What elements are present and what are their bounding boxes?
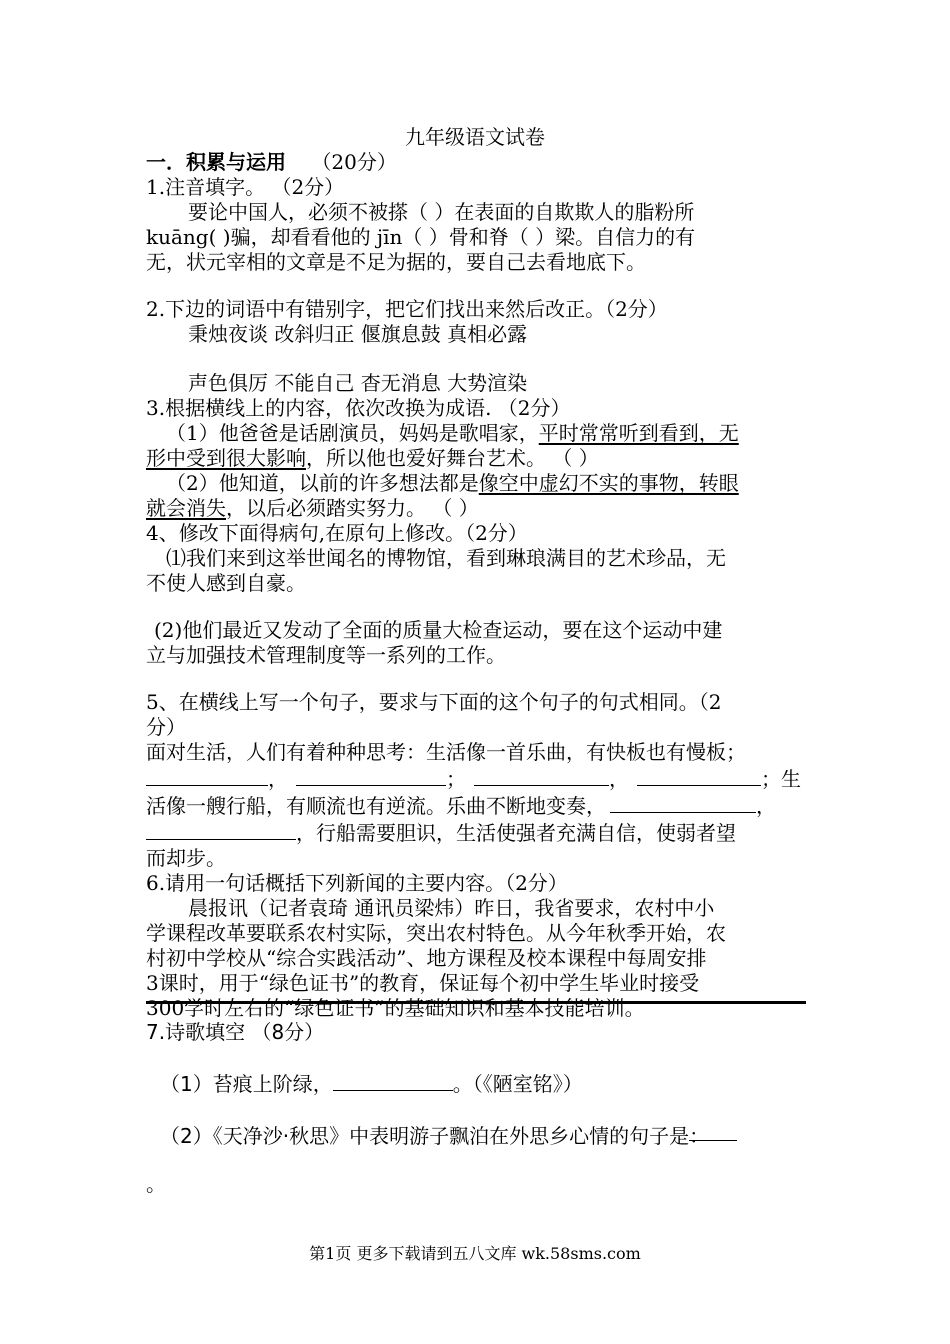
q4-item-1-line-1: ⑴我们来到这举世闻名的博物馆，看到琳琅满目的艺术珍品，无	[166, 546, 726, 570]
q7-item-1-blank[interactable]	[333, 1070, 453, 1091]
q5-blank-1[interactable]	[146, 765, 268, 786]
part-one	[146, 150, 806, 1021]
q6-line-2: 学课程改革要联系农村实际，突出农村特色。从今年秋季开始，农	[146, 921, 726, 945]
q4-label: 4、修改下面得病句,在原句上修改。（2分）	[146, 521, 528, 545]
q3-item-1-answer-blank[interactable]: ，所以他也爱好舞台艺术。 （ ）	[306, 446, 599, 470]
q3-item-2-answer-blank[interactable]: ，以后必须踏实努力。 （ ）	[226, 496, 479, 520]
q7-item-2-colon: ：	[689, 1124, 710, 1148]
q5-line-4	[146, 819, 806, 846]
q6-line-1: 晨报讯（记者袁琦 通讯员梁炜）昨日，我省要求，农村中小	[188, 896, 715, 920]
q3-item-2-line-2	[146, 496, 806, 521]
page-title: 九年级语文试卷	[405, 125, 545, 149]
section-score: （20分）	[311, 150, 397, 174]
q5-line-3-text: 活像一艘行船，有顺流也有逆流。乐曲不断地变奏，	[146, 794, 606, 818]
q5-line-2	[146, 765, 806, 792]
q6-line-4: 3课时，用于“绿色证书”的教育，保证每个初中学生毕业时接受	[146, 971, 700, 995]
q7-item-2	[160, 1120, 737, 1149]
q3-item-2-text: （2）他知道，以前的许多想法都是	[166, 471, 479, 495]
q5-blank-2[interactable]	[296, 765, 446, 786]
q3-item-2-underlined: 像空中虚幻不实的事物，转眼	[478, 471, 739, 495]
q6-line-5: 300学时左右的“绿色证书”的基础知识和基本技能培训。	[146, 996, 645, 1020]
answer-area-divider	[146, 1001, 806, 1004]
q5-blank-6[interactable]	[146, 819, 296, 840]
q3-item-1-underlined: 平时常常听到看到，无	[538, 421, 739, 445]
q5-blank-3[interactable]	[474, 765, 609, 786]
q5-label-cont: 分）	[146, 715, 186, 739]
page-footer: 第1页 更多下载请到五八文库 wk.58sms.com	[309, 1244, 641, 1263]
q5-line-5: 而却步。	[146, 846, 226, 870]
q7-item-2-blank[interactable]	[689, 1120, 737, 1148]
q1-line-2: kuāng( )骗，却看看他的 jīn（ ）骨和脊（ ）梁。自信力的有	[146, 225, 696, 249]
q5-line-3	[146, 792, 806, 819]
q7-item-1: （1）苔痕上阶绿， 。（《陋室铭》）	[160, 1072, 583, 1096]
q3-item-2-underlined-cont: 就会消失	[146, 496, 226, 520]
q5-comma-2: ，	[609, 767, 629, 791]
q5-line-4-text: ，行船需要胆识，生活使强者充满自信，使弱者望	[296, 821, 736, 845]
q5-comma-3: ，	[756, 794, 776, 818]
q6-line-3: 村初中学校从“综合实践活动”、地方课程及校本课程中每周安排	[146, 946, 707, 970]
q3-item-1-line-1	[146, 421, 806, 446]
q1-line-3: 无，状元宰相的文章是不足为据的，要自己去看地底下。	[146, 250, 646, 274]
q4-item-2-line-1: (2)他们最近又发动了全面的质量大检查运动，要在这个运动中建	[154, 618, 723, 642]
q1-label: 1.注音填字。 （2分）	[146, 175, 345, 199]
section-title: 一．积累与运用	[146, 150, 286, 174]
q5-blank-5[interactable]	[610, 792, 756, 813]
q7-item-2-text: （2）《天净沙·秋思》中表明游子飘泊在外思乡心情的句子是	[160, 1124, 690, 1148]
q2-words-row-2: 声色俱厉 不能自己 杳无消息 大势渲染	[188, 371, 528, 395]
q4-item-2-line-2: 立与加强技术管理制度等一系列的工作。	[146, 643, 506, 667]
q7-item-2-end: 。	[146, 1172, 166, 1196]
q3-item-1-underlined-cont: 形中受到很大影响	[146, 446, 306, 470]
q5-semicolon-1: ；	[446, 767, 466, 791]
q7-label: 7.诗歌填空 （8分）	[146, 1020, 325, 1044]
q7-item-1-text: （1）苔痕上阶绿	[160, 1072, 313, 1096]
q3-item-2-line-1	[146, 471, 806, 496]
section-heading	[146, 150, 806, 175]
q1-line-1: 要论中国人，必须不被搽（ ）在表面的自欺欺人的脂粉所	[188, 200, 695, 224]
q3-item-1-text: （1）他爸爸是话剧演员，妈妈是歌唱家，	[166, 421, 539, 445]
q7-item-1-source: 。（《陋室铭》）	[452, 1072, 583, 1096]
q6-label: 6.请用一句话概括下列新闻的主要内容。（2分）	[146, 871, 568, 895]
q5-blank-4[interactable]	[637, 765, 761, 786]
q4-item-1-line-2: 不使人感到自豪。	[146, 571, 306, 595]
q3-item-1-line-2	[146, 446, 806, 471]
q5-comma-1: ，	[268, 767, 288, 791]
q3-label: 3.根据横线上的内容，依次改换为成语. （2分）	[146, 396, 571, 420]
q2-words-row-1: 秉烛夜谈 改斜归正 偃旗息鼓 真相必露	[188, 322, 528, 346]
q5-label: 5、在横线上写一个句子，要求与下面的这个句子的句式相同。（2	[146, 690, 722, 714]
q5-line-1: 面对生活，人们有着种种思考：生活像一首乐曲，有快板也有慢板；	[146, 740, 746, 764]
q2-label: 2.下边的词语中有错别字，把它们找出来然后改正。（2分）	[146, 297, 668, 321]
q5-semicolon-2: ；生	[761, 767, 801, 791]
